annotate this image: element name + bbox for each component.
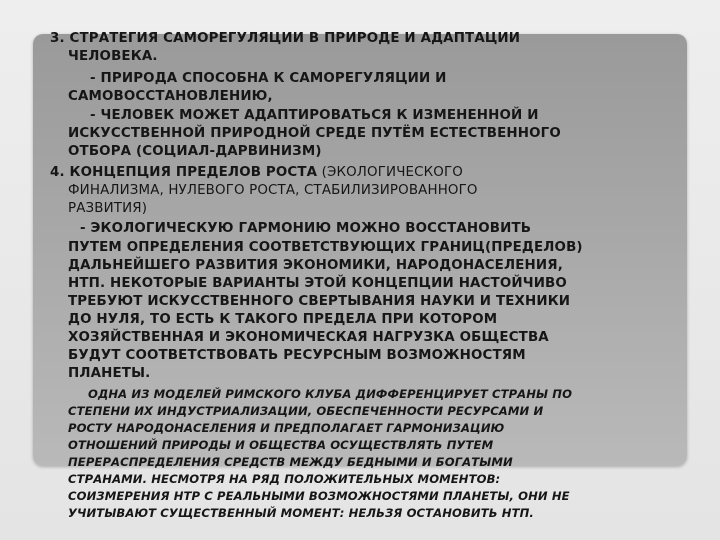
section4-body-line: ТРЕБУЮТ ИСКУССТВЕННОГО СВЕРТЫВАНИЯ НАУКИ И ТЕХНИКИ [68,294,571,309]
section4-body-line: - ЭКОЛОГИЧЕСКУЮ ГАРМОНИЮ МОЖНО ВОССТАНОВИТЬ [80,221,532,236]
section4-body-line: ХОЗЯЙСТВЕННАЯ И ЭКОНОМИЧЕСКАЯ НАГРУЗКА ОБЩЕСТВА [68,330,549,345]
note-line: СТРАНАМИ. НЕСМОТРЯ НА РЯД ПОЛОЖИТЕЛЬНЫХ МОМЕНТОВ: [68,472,501,486]
section3-point-1-cont: САМОВОССТАНОВЛЕНИЮ, [68,89,273,104]
section4-heading-cont: ФИНАЛИЗМА, НУЛЕВОГО РОСТА, СТАБИЛИЗИРОВАННОГО [68,183,478,198]
section4-heading-rest: (ЭКОЛОГИЧЕСКОГО [317,165,463,180]
section4-body-line: БУДУТ СООТВЕТСТВОВАТЬ РЕСУРСНЫМ ВОЗМОЖНОСТЯМ [68,348,526,363]
note-line: ПЕРЕРАСПРЕДЕЛЕНИЯ СРЕДСТВ МЕЖДУ БЕДНЫМИ И БОГАТЫМИ [68,455,513,469]
section4-heading [50,164,463,181]
section3-point-2-end: ОТБОРА (СОЦИАЛ-ДАРВИНИЗМ) [68,144,322,159]
section4-heading-bold: 4. КОНЦЕПЦИЯ ПРЕДЕЛОВ РОСТА [50,165,318,180]
section3-point-2: - ЧЕЛОВЕК МОЖЕТ АДАПТИРОВАТЬСЯ К ИЗМЕНЕННОЙ И [90,108,539,123]
note-line: СТЕПЕНИ ИХ ИНДУСТРИАЛИЗАЦИИ, ОБЕСПЕЧЕННОСТИ РЕСУРСАМИ И [68,404,544,418]
section3-heading-cont: ЧЕЛОВЕКА. [68,49,158,64]
section3-heading: 3. СТРАТЕГИЯ САМОРЕГУЛЯЦИИ В ПРИРОДЕ И АДАПТАЦИИ [50,31,521,46]
section4-body-line: ДО НУЛЯ, ТО ЕСТЬ К ТАКОГО ПРЕДЕЛА ПРИ КОТОРОМ [68,312,498,327]
note-line: СОИЗМЕРЕНИЯ НТР С РЕАЛЬНЫМИ ВОЗМОЖНОСТЯМИ ПЛАНЕТЫ, ОНИ НЕ [68,489,570,503]
section4-body-line: ПЛАНЕТЫ. [68,366,151,381]
section3-point-1: - ПРИРОДА СПОСОБНА К САМОРЕГУЛЯЦИИ И [90,71,447,86]
section4-body-line: НТП. НЕКОТОРЫЕ ВАРИАНТЫ ЭТОЙ КОНЦЕПЦИИ НАСТОЙЧИВО [68,276,567,291]
section4-body-line: ПУТЕМ ОПРЕДЕЛЕНИЯ СООТВЕТСТВУЮЩИХ ГРАНИЦ(ПРЕДЕЛОВ) [68,240,583,255]
note-line: РОСТУ НАРОДОНАСЕЛЕНИЯ И ПРЕДПОЛАГАЕТ ГАРМОНИЗАЦИЮ [68,421,505,435]
note-line: ОДНА ИЗ МОДЕЛЕЙ РИМСКОГО КЛУБА ДИФФЕРЕНЦИРУЕТ СТРАНЫ ПО [88,387,573,401]
section3-point-2-cont: ИСКУССТВЕННОЙ ПРИРОДНОЙ СРЕДЕ ПУТЁМ ЕСТЕСТВЕННОГО [68,126,561,141]
section4-body-line: ДАЛЬНЕЙШЕГО РАЗВИТИЯ ЭКОНОМИКИ, НАРОДОНАСЕЛЕНИЯ, [68,258,563,273]
section4-heading-end: РАЗВИТИЯ) [68,201,148,216]
note-line: УЧИТЫВАЮТ СУЩЕСТВЕННЫЙ МОМЕНТ: НЕЛЬЗЯ ОСТАНОВИТЬ НТП. [68,506,534,520]
note-line: ОТНОШЕНИЙ ПРИРОДЫ И ОБЩЕСТВА ОСУЩЕСТВЛЯТЬ ПУТЕМ [68,438,494,452]
